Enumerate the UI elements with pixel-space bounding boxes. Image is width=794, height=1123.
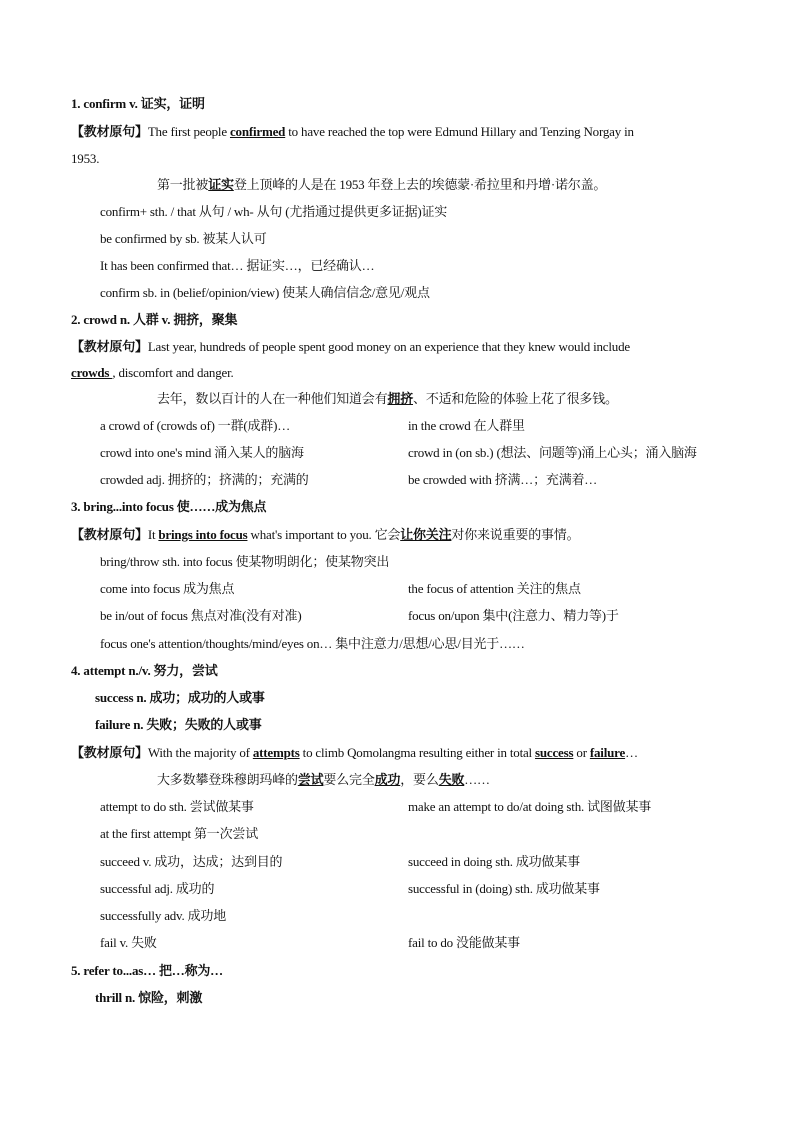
entry-3-phrase: come into focus 成为焦点: [100, 581, 235, 596]
highlighted-word: brings into focus: [158, 527, 248, 542]
entry-1-original-sentence-cont: 1953.: [71, 151, 100, 166]
entry-5-heading: 5. refer to...as… 把…称为…: [71, 963, 223, 978]
highlighted-word: 失败: [438, 772, 465, 787]
entry-2-phrase: a crowd of (crowds of) 一群(成群)…: [100, 418, 291, 433]
entry-1-translation: 第一批被证实登上顶峰的人是在 1953 年登上去的埃德蒙·希拉里和丹增·诺尔盖。: [157, 177, 607, 192]
entry-3-phrase: focus one's attention/thoughts/mind/eyes on… 集中注意力/思想/心思/目光于……: [100, 636, 525, 651]
original-sentence-tag: 【教材原句】: [71, 745, 148, 760]
highlighted-word: 证实: [208, 177, 234, 192]
entry-4-phrase: successfully adv. 成功地: [100, 908, 227, 923]
original-sentence-tag: 【教材原句】: [71, 124, 148, 139]
entry-2-translation: 去年，数以百计的人在一种他们知道会有拥挤、不适和危险的体验上花了很多钱。: [157, 391, 618, 406]
entry-3-original-sentence: 【教材原句】It brings into focus what's important to you. 它会让你关注对你来说重要的事情。: [71, 527, 580, 542]
entry-4-phrase: make an attempt to do/at doing sth. 试图做某事: [408, 799, 652, 814]
highlighted-word: 让你关注: [400, 527, 452, 542]
entry-2-phrase: be crowded with 挤满…；充满着…: [408, 472, 598, 487]
entry-1-original-sentence: 【教材原句】The first people confirmed to have reached the top were Edmund Hillary and Tenzing Norgay in: [71, 124, 634, 139]
entry-4-phrase: attempt to do sth. 尝试做某事: [100, 799, 254, 814]
highlighted-word: failure: [589, 745, 626, 760]
highlighted-word: 拥挤: [387, 391, 414, 406]
entry-5-subheading: thrill n. 惊险，刺激: [95, 990, 203, 1005]
entry-2-phrase: crowd in (on sb.) (想法、问题等)涌上心头；涌入脑海: [408, 445, 697, 460]
entry-2-phrase: crowd into one's mind 涌入某人的脑海: [100, 445, 304, 460]
highlighted-word: crowds: [71, 365, 113, 380]
original-sentence-tag: 【教材原句】: [71, 339, 148, 354]
entry-3-phrase: bring/throw sth. into focus 使某物明朗化；使某物突出: [100, 554, 390, 569]
entry-4-phrase: succeed in doing sth. 成功做某事: [408, 854, 580, 869]
original-sentence-tag: 【教材原句】: [71, 527, 148, 542]
entry-1-heading: 1. confirm v. 证实，证明: [71, 96, 205, 111]
entry-3-phrase: focus on/upon 集中(注意力、精力等)于: [408, 608, 619, 623]
entry-4-phrase: fail to do 没能做某事: [408, 935, 520, 950]
entry-4-original-sentence: 【教材原句】With the majority of attempts to climb Qomolangma resulting either in total success or failure…: [71, 745, 638, 760]
entry-2-heading: 2. crowd n. 人群 v. 拥挤，聚集: [71, 312, 238, 327]
highlighted-word: attempts: [252, 745, 300, 760]
highlighted-word: 成功: [374, 772, 401, 787]
entry-3-phrase: be in/out of focus 焦点对准(没有对准): [100, 608, 302, 623]
entry-2-original-sentence-cont: crowds , discomfort and danger.: [71, 365, 234, 380]
entry-2-phrase: crowded adj. 拥挤的；挤满的；充满的: [100, 472, 309, 487]
entry-2-phrase: in the crowd 在人群里: [408, 418, 525, 433]
entry-4-phrase: successful in (doing) sth. 成功做某事: [408, 881, 600, 896]
entry-3-phrase: the focus of attention 关注的焦点: [408, 581, 581, 596]
entry-4-subheading: success n. 成功；成功的人或事: [95, 690, 265, 705]
entry-1-phrase: confirm+ sth. / that 从句 / wh- 从句 (尤指通过提供更多证据)证实: [100, 204, 448, 219]
highlighted-word: 尝试: [297, 772, 324, 787]
entry-4-phrase: succeed v. 成功，达成；达到目的: [100, 854, 283, 869]
entry-2-original-sentence: 【教材原句】Last year, hundreds of people spent good money on an experience that they knew would include: [71, 339, 630, 354]
entry-4-phrase: fail v. 失败: [100, 935, 157, 950]
entry-1-phrase: It has been confirmed that… 据证实…，已经确认…: [100, 258, 375, 273]
entry-4-phrase: at the first attempt 第一次尝试: [100, 826, 258, 841]
highlighted-word: success: [535, 745, 574, 760]
entry-1-phrase: confirm sb. in (belief/opinion/view) 使某人确信信念/意见/观点: [100, 285, 430, 300]
entry-4-phrase: successful adj. 成功的: [100, 881, 215, 896]
entry-4-translation: 大多数攀登珠穆朗玛峰的尝试要么完全成功，要么失败……: [157, 772, 490, 787]
entry-4-heading: 4. attempt n./v. 努力，尝试: [71, 663, 218, 678]
entry-1-phrase: be confirmed by sb. 被某人认可: [100, 231, 267, 246]
highlighted-word: confirmed: [229, 124, 286, 139]
entry-3-heading: 3. bring...into focus 使……成为焦点: [71, 499, 267, 514]
entry-4-subheading: failure n. 失败；失败的人或事: [95, 717, 262, 732]
